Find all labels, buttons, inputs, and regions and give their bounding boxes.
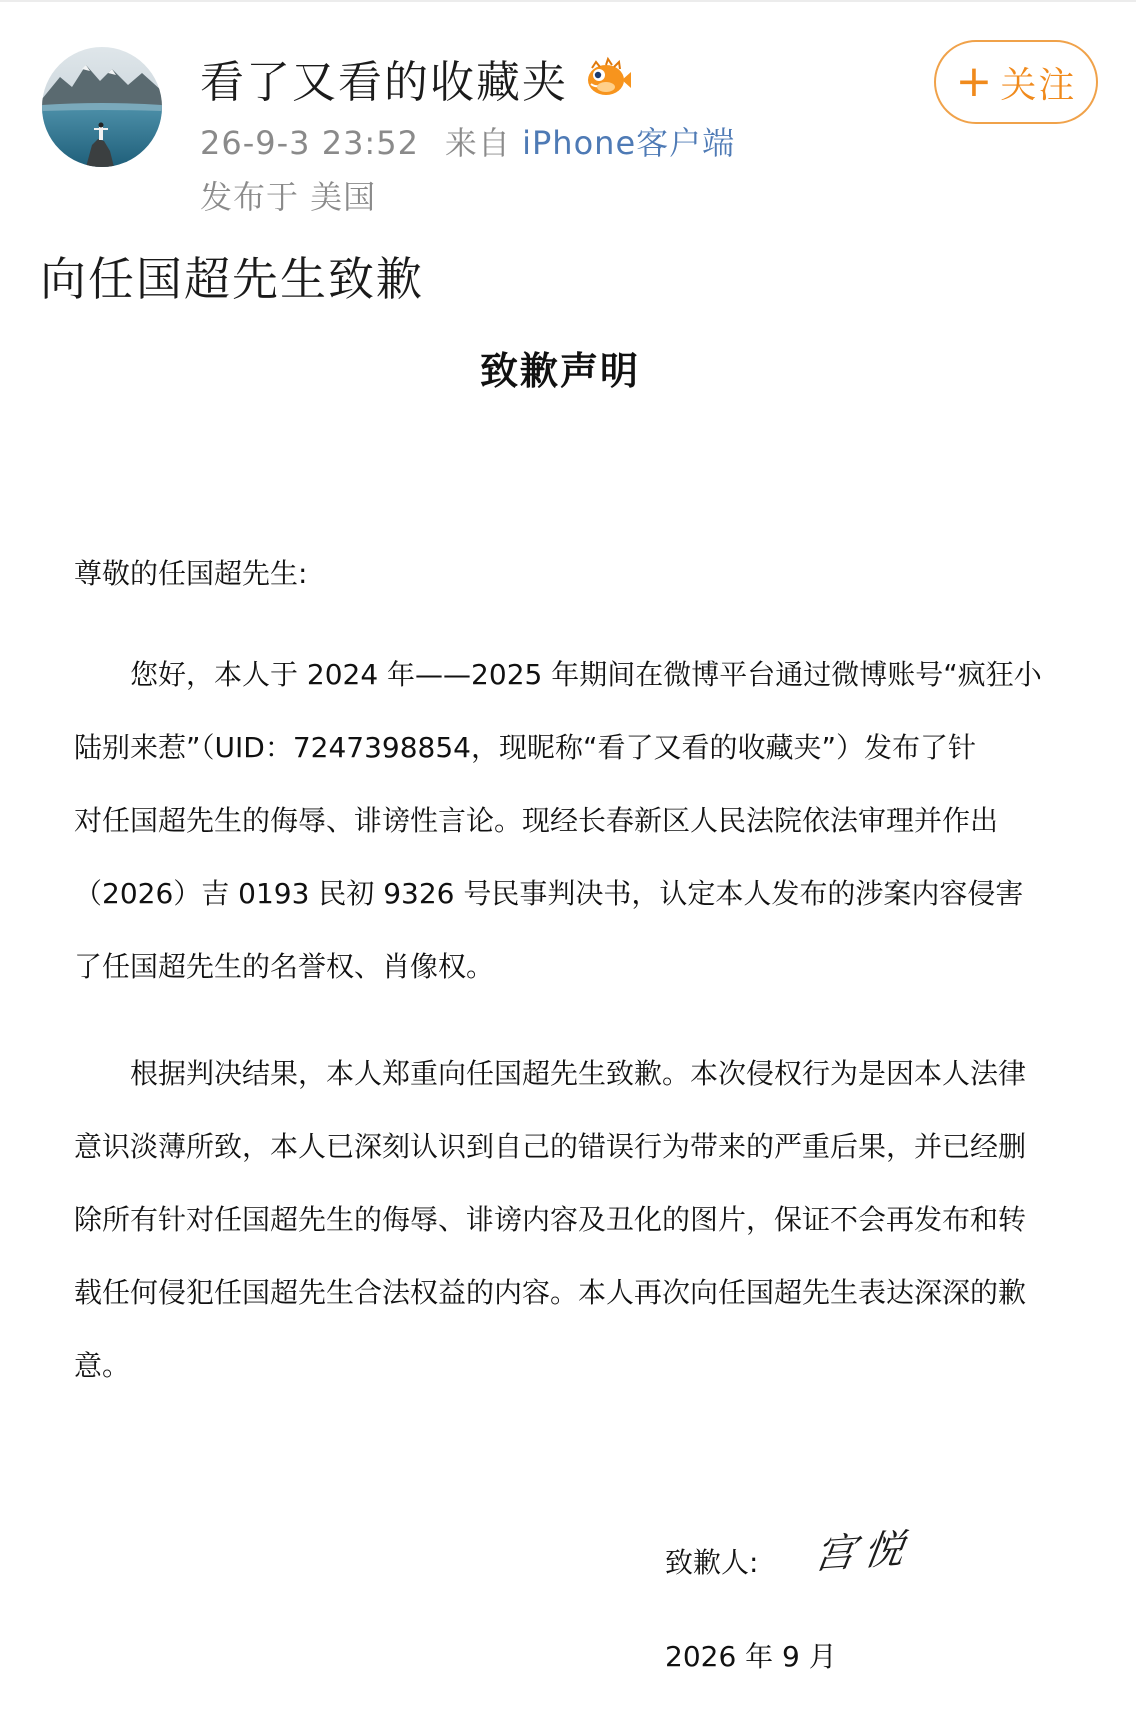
follow-button-label: 关注	[1000, 64, 1077, 106]
letter-paragraph-2	[74, 1037, 1064, 1402]
post-source-link[interactable]: iPhone客户端	[522, 124, 736, 162]
letter-line: 您好，本人于 2024 年——2025 年期间在微博平台通过微博账号“疯狂小	[74, 658, 1042, 691]
post-location: 发布于 美国	[200, 178, 377, 216]
follow-button[interactable]	[934, 40, 1098, 124]
letter-line: 意识淡薄所致，本人已深刻认识到自己的错误行为带来的严重后果，并已经删	[74, 1130, 1027, 1163]
username-row	[200, 50, 632, 106]
letter-line: 了任国超先生的名誉权、肖像权。	[74, 950, 495, 983]
source-prefix: 来自	[444, 124, 511, 162]
letter-date: 2026 年 9 月	[665, 1640, 837, 1673]
handwritten-signature: 宫悦	[811, 1525, 916, 1579]
mountain-lake-avatar-icon	[42, 47, 162, 167]
pufferfish-icon	[582, 56, 632, 100]
post-meta	[200, 118, 735, 164]
signer-label: 致歉人:	[665, 1546, 759, 1579]
letter-line: 除所有针对任国超先生的侮辱、诽谤内容及丑化的图片，保证不会再发布和转	[74, 1203, 1027, 1236]
letter-heading: 致歉声明	[479, 349, 640, 393]
post-text: 向任国超先生致歉	[40, 252, 424, 306]
letter-line: 意。	[74, 1349, 131, 1382]
letter-line: （2026）吉 0193 民初 9326 号民事判决书，认定本人发布的涉案内容侵害	[74, 877, 1024, 910]
post-timestamp: 26-9-3 23:52	[200, 124, 419, 162]
letter-line: 根据判决结果，本人郑重向任国超先生致歉。本次侵权行为是因本人法律	[74, 1057, 1027, 1090]
letter-salutation: 尊敬的任国超先生:	[74, 557, 308, 590]
letter-line: 载任何侵犯任国超先生合法权益的内容。本人再次向任国超先生表达深深的歉	[74, 1276, 1027, 1309]
letter-line: 陆别来惹”（UID：7247398854，现昵称“看了又看的收藏夹”）发布了针	[74, 731, 976, 764]
plus-icon: +	[955, 56, 995, 107]
letter-line: 对任国超先生的侮辱、诽谤性言论。现经长春新区人民法院依法审理并作出	[74, 804, 999, 837]
top-divider	[0, 0, 1136, 2]
avatar[interactable]	[42, 47, 162, 167]
letter-paragraph-1	[74, 638, 1064, 1003]
username[interactable]: 看了又看的收藏夹	[200, 57, 568, 108]
